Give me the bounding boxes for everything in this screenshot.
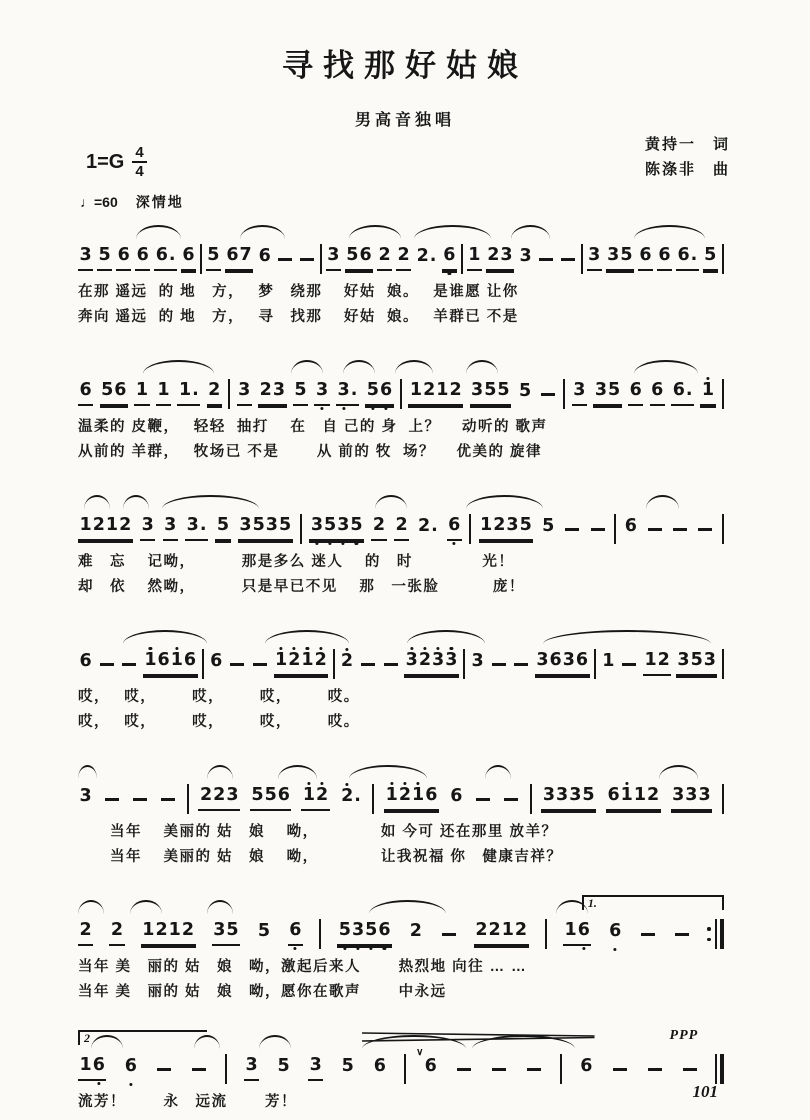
jianpu-note: 5	[257, 921, 270, 942]
jianpu-note: 3	[326, 247, 341, 271]
jianpu-note: 3 6 3 6	[535, 652, 590, 676]
jianpu-note: 6	[288, 922, 303, 946]
jianpu-note: 1 2 1 6	[384, 787, 439, 811]
duration-dash	[622, 663, 636, 666]
barline	[722, 649, 724, 679]
duration-dash	[641, 933, 655, 936]
key-label: 1=G	[86, 150, 125, 173]
barline	[545, 919, 547, 949]
jianpu-note: 2	[396, 247, 411, 271]
jianpu-note: 2	[377, 247, 392, 271]
duration-dash	[539, 258, 553, 261]
jianpu-note: 1 .	[177, 382, 200, 406]
slur-arc	[414, 225, 492, 239]
slur-layer	[78, 492, 724, 508]
lyric-line: 当年 美 丽的 姑 娘 呦，激起后来人 热烈地 向往 … …	[78, 959, 528, 975]
jianpu-note: 6	[124, 1056, 137, 1077]
jianpu-note: 3 5 3 5	[309, 517, 364, 541]
jianpu-note: 6	[373, 1056, 386, 1077]
music-system	[78, 627, 724, 735]
jianpu-note: 6	[447, 517, 462, 541]
notation-line	[78, 643, 724, 685]
jianpu-note: 5 5 6	[250, 787, 292, 811]
jianpu-note: 1 2 3 5	[479, 517, 534, 541]
jianpu-note: 2	[78, 922, 93, 946]
duration-dash	[514, 663, 528, 666]
duration-dash	[192, 1068, 206, 1071]
slur-arc	[369, 900, 447, 914]
breath-mark: ∨	[416, 1047, 424, 1059]
barline	[560, 1054, 562, 1084]
jianpu-note: 6	[78, 382, 93, 406]
barline	[202, 649, 204, 679]
notation-line	[78, 913, 724, 955]
expression-marking: 深情地	[135, 194, 184, 210]
jianpu-note: 5	[542, 516, 555, 537]
duration-dash	[683, 1068, 697, 1071]
jianpu-note: 1 2 1 2	[274, 652, 329, 676]
barline	[372, 784, 374, 814]
lyric-line: 在那 遥远 的 地 方， 梦 绕那 好姑 娘。 是谁愿 让你	[78, 284, 519, 300]
duration-dash	[527, 1068, 541, 1071]
jianpu-note: 6	[450, 786, 463, 807]
barline	[722, 514, 724, 544]
slur-arc	[162, 495, 259, 509]
duration-dash	[492, 1068, 506, 1071]
jianpu-note: 3 .	[336, 382, 359, 406]
duration-dash	[673, 528, 687, 531]
jianpu-note: 5	[215, 517, 230, 541]
barline	[225, 1054, 227, 1084]
slur-arc	[634, 225, 705, 239]
jianpu-note: 2	[109, 922, 124, 946]
barline	[228, 379, 230, 409]
barline	[614, 514, 616, 544]
jianpu-note: 6	[657, 247, 672, 271]
slur-arc	[130, 900, 162, 914]
barline	[469, 514, 471, 544]
duration-dash	[504, 798, 518, 801]
duration-dash	[100, 663, 114, 666]
duration-dash	[648, 1068, 662, 1071]
lyricist-credit: 黄持一 词	[644, 136, 730, 153]
repeat-barline	[707, 919, 724, 949]
barline	[320, 244, 322, 274]
jianpu-note: 1 6 1 6	[143, 652, 198, 676]
jianpu-note: 3 3 3 5	[541, 787, 596, 811]
volta-bracket-1: 1.	[582, 895, 724, 910]
lyric-line: 难 忘 记呦， 那是多么 迷人 的 时 光！	[78, 554, 515, 570]
slur-arc	[265, 630, 349, 644]
slur-arc	[659, 765, 698, 779]
barline	[187, 784, 189, 814]
key-signature	[86, 144, 147, 180]
duration-dash	[442, 933, 456, 936]
slur-arc	[84, 495, 110, 509]
slur-layer	[78, 222, 724, 238]
barline	[581, 244, 583, 274]
jianpu-note: 6	[628, 382, 643, 406]
barline	[563, 379, 565, 409]
volta-bracket-2: 2	[78, 1030, 207, 1045]
jianpu-note: 1 2 1 2	[78, 517, 133, 541]
jianpu-note: 6	[116, 247, 131, 271]
slur-layer	[78, 357, 724, 373]
lyric-line: 奔向 遥远 的 地 方， 寻 找那 好姑 娘。 羊群已 不是	[78, 309, 519, 325]
jianpu-note: 3	[140, 517, 155, 541]
slur-arc	[291, 360, 323, 374]
page-number: 101	[692, 1082, 718, 1101]
duration-dash	[476, 798, 490, 801]
jianpu-note: 1 6	[78, 1057, 106, 1081]
slur-arc	[485, 765, 511, 779]
jianpu-note: 3	[244, 1057, 259, 1081]
barline	[722, 379, 724, 409]
duration-dash	[698, 528, 712, 531]
barline	[200, 244, 202, 274]
duration-dash	[492, 663, 506, 666]
slur-arc	[343, 360, 375, 374]
slur-arc	[395, 360, 434, 374]
jianpu-note: 1 2	[643, 652, 671, 676]
duration-dash	[648, 528, 662, 531]
jianpu-note: 6 .	[671, 382, 694, 406]
composer-credit: 陈涤非 曲	[644, 161, 730, 178]
duration-dash	[561, 258, 575, 261]
jianpu-note: 3 5	[212, 922, 240, 946]
slur-arc	[349, 225, 401, 239]
duration-dash	[457, 1068, 471, 1071]
lyric-line: 哎， 哎， 哎， 哎， 哎。	[78, 714, 360, 730]
slur-layer	[78, 627, 724, 643]
slur-layer	[78, 1028, 724, 1048]
jianpu-note: 5	[206, 247, 221, 271]
barline	[404, 1054, 406, 1084]
slur-arc	[407, 630, 485, 644]
jianpu-note: 2 2 1 2	[474, 922, 529, 946]
jianpu-note: 3	[587, 247, 602, 271]
jianpu-note: 6	[650, 382, 665, 406]
jianpu-note: 6	[580, 1056, 593, 1077]
jianpu-note: 6	[258, 246, 271, 267]
barline	[722, 784, 724, 814]
jianpu-note: 2	[371, 517, 386, 541]
duration-dash	[253, 663, 267, 666]
jianpu-note: 6	[624, 516, 637, 537]
jianpu-note: 6	[609, 921, 622, 942]
jianpu-note: 1	[700, 382, 715, 406]
final-barline	[715, 1054, 724, 1084]
lyric-line: 流芳！ 永 远流 芳！	[78, 1094, 298, 1110]
jianpu-note: 3 .	[185, 517, 208, 541]
jianpu-note: 2	[394, 517, 409, 541]
jianpu-note: 6	[210, 651, 223, 672]
duration-dash	[133, 798, 147, 801]
duration-dash	[675, 933, 689, 936]
duration-dash	[122, 663, 136, 666]
duration-dash	[157, 1068, 171, 1071]
dynamic-marking: PPP	[669, 1028, 699, 1043]
barline	[400, 379, 402, 409]
jianpu-note: 6	[442, 247, 457, 271]
duration-dash	[105, 798, 119, 801]
jianpu-note: 3	[79, 786, 92, 807]
jianpu-note: 3 5 3	[676, 652, 718, 676]
duration-dash	[384, 663, 398, 666]
slur-arc	[511, 225, 550, 239]
jianpu-note: 2	[409, 921, 422, 942]
notation-line	[78, 778, 724, 820]
jianpu-note: 1	[467, 247, 482, 271]
slur-layer	[78, 762, 724, 778]
duration-dash	[230, 663, 244, 666]
jianpu-note: 1	[602, 651, 615, 672]
slur-arc	[259, 1035, 291, 1049]
barline	[300, 514, 302, 544]
lyric-line: 哎， 哎， 哎， 哎， 哎。	[78, 689, 360, 705]
music-system	[78, 762, 724, 870]
lyric-line: 当年 美 丽的 姑 娘 呦，愿你在歌声 中永远	[78, 984, 447, 1000]
slur-layer	[78, 897, 724, 913]
slur-arc	[78, 765, 97, 779]
slur-arc	[123, 630, 207, 644]
lyric-line: 当年 美丽的 姑 娘 呦， 如 今可 还在那里 放羊？	[78, 824, 558, 840]
notation-line	[78, 1048, 724, 1090]
jianpu-note: 5	[293, 382, 308, 406]
jianpu-note: 2	[207, 382, 222, 406]
song-subtitle: 男高音独唱	[354, 112, 455, 129]
lyric-line: 当年 美丽的 姑 娘 呦， 让我祝福 你 健康吉祥？	[78, 849, 563, 865]
jianpu-note: 2 .	[416, 246, 437, 267]
jianpu-note: 1 2 1 2	[408, 382, 463, 406]
jianpu-note: 5	[277, 1056, 290, 1077]
tempo-marking: ♩=60	[80, 194, 118, 210]
jianpu-note: 6 7	[225, 247, 253, 271]
jianpu-note: 3	[314, 382, 329, 406]
barline	[722, 244, 724, 274]
meter-numerator: 4	[132, 144, 146, 163]
slur-arc	[207, 765, 233, 779]
duration-dash	[613, 1068, 627, 1071]
jianpu-note: 6	[638, 247, 653, 271]
barline	[463, 649, 465, 679]
slur-arc	[136, 225, 181, 239]
meter-denominator: 4	[135, 163, 144, 180]
jianpu-note: 5 6	[345, 247, 373, 271]
tempo-row	[80, 192, 810, 212]
lyric-line: 却 依 然呦， 只是早已不见 那 一张脸 庞！	[78, 579, 525, 595]
jianpu-note: 5 6	[100, 382, 128, 406]
score-body	[78, 222, 724, 1115]
jianpu-note: 3 5	[606, 247, 634, 271]
music-system	[78, 222, 724, 330]
jianpu-note: 3	[78, 247, 93, 271]
duration-dash	[278, 258, 292, 261]
barline	[461, 244, 463, 274]
duration-dash	[591, 528, 605, 531]
slur-arc	[466, 360, 498, 374]
slur-arc	[349, 765, 427, 779]
slur-arc	[123, 495, 149, 509]
jianpu-note: 6 .	[676, 247, 699, 271]
barline	[319, 919, 321, 949]
lyric-line: 温柔的 皮鞭， 轻轻 抽打 在 自 己的 身 上？ 动听的 歌声	[78, 419, 548, 435]
slur-arc	[78, 900, 104, 914]
slur-arc	[646, 495, 678, 509]
jianpu-note: 5	[341, 1056, 354, 1077]
jianpu-note: 6 ∨	[416, 1047, 437, 1077]
jianpu-note: 5 3 5 6	[337, 922, 392, 946]
jianpu-note: 6 1 1 2	[606, 787, 661, 811]
score-meta	[86, 138, 730, 190]
duration-dash	[541, 393, 555, 396]
notation-line	[78, 238, 724, 280]
jianpu-note: 5	[97, 247, 112, 271]
jianpu-note: 3	[572, 382, 587, 406]
jianpu-note: 2 3	[258, 382, 286, 406]
music-system	[78, 897, 724, 1005]
jianpu-note: 3 5 5	[470, 382, 512, 406]
barline	[594, 649, 596, 679]
slur-arc	[207, 900, 233, 914]
jianpu-note: 6 .	[154, 247, 177, 271]
slur-arc	[375, 495, 407, 509]
jianpu-note: 5	[518, 381, 532, 402]
jianpu-note: 2 .	[341, 786, 361, 807]
slur-arc	[634, 360, 699, 374]
jianpu-note: 3	[519, 246, 532, 267]
duration-dash	[300, 258, 314, 261]
slur-arc	[240, 225, 285, 239]
slur-arc	[278, 765, 317, 779]
jianpu-note: 1	[156, 382, 171, 406]
jianpu-note: 3	[237, 382, 252, 406]
duration-dash	[161, 798, 175, 801]
jianpu-note: 3 5 3 5	[238, 517, 293, 541]
jianpu-note: 2 2 3	[198, 787, 240, 811]
jianpu-note: 3	[308, 1057, 323, 1081]
jianpu-note: 3 5	[593, 382, 621, 406]
music-system	[78, 1028, 724, 1115]
notation-line	[78, 508, 724, 550]
jianpu-note: 2	[340, 651, 354, 672]
credits	[645, 132, 730, 182]
music-system	[78, 357, 724, 465]
music-system	[78, 492, 724, 600]
time-signature	[132, 144, 146, 180]
jianpu-note: 2 3	[486, 247, 514, 271]
jianpu-note: 5 6	[365, 382, 393, 406]
jianpu-note: 3 2 3 3	[404, 652, 459, 676]
diminuendo-hairpin	[362, 1030, 595, 1042]
jianpu-note: 3	[163, 517, 178, 541]
jianpu-note: 1	[134, 382, 149, 406]
duration-dash	[361, 663, 375, 666]
jianpu-note: 6	[79, 651, 92, 672]
jianpu-note: 3	[471, 651, 484, 672]
jianpu-note: 3 3 3	[671, 787, 713, 811]
slur-arc	[143, 360, 214, 374]
jianpu-note: 1 2	[301, 787, 329, 811]
song-title: 寻找那好姑娘	[282, 48, 528, 83]
slur-arc	[543, 630, 711, 644]
repeat-dots	[707, 927, 711, 941]
jianpu-note: 5	[703, 247, 718, 271]
jianpu-note: 1 2 1 2	[141, 922, 196, 946]
slur-arc	[466, 495, 544, 509]
jianpu-note: 1 6	[563, 922, 591, 946]
duration-dash	[565, 528, 579, 531]
jianpu-note: 2 .	[417, 516, 438, 537]
jianpu-note: 6	[181, 247, 196, 271]
barline	[530, 784, 532, 814]
lyric-line: 从前的 羊群， 牧场已 不是 从 前的 牧 场？ 优美的 旋律	[78, 444, 543, 460]
notation-line	[78, 373, 724, 415]
barline	[333, 649, 335, 679]
jianpu-note: 6	[135, 247, 150, 271]
